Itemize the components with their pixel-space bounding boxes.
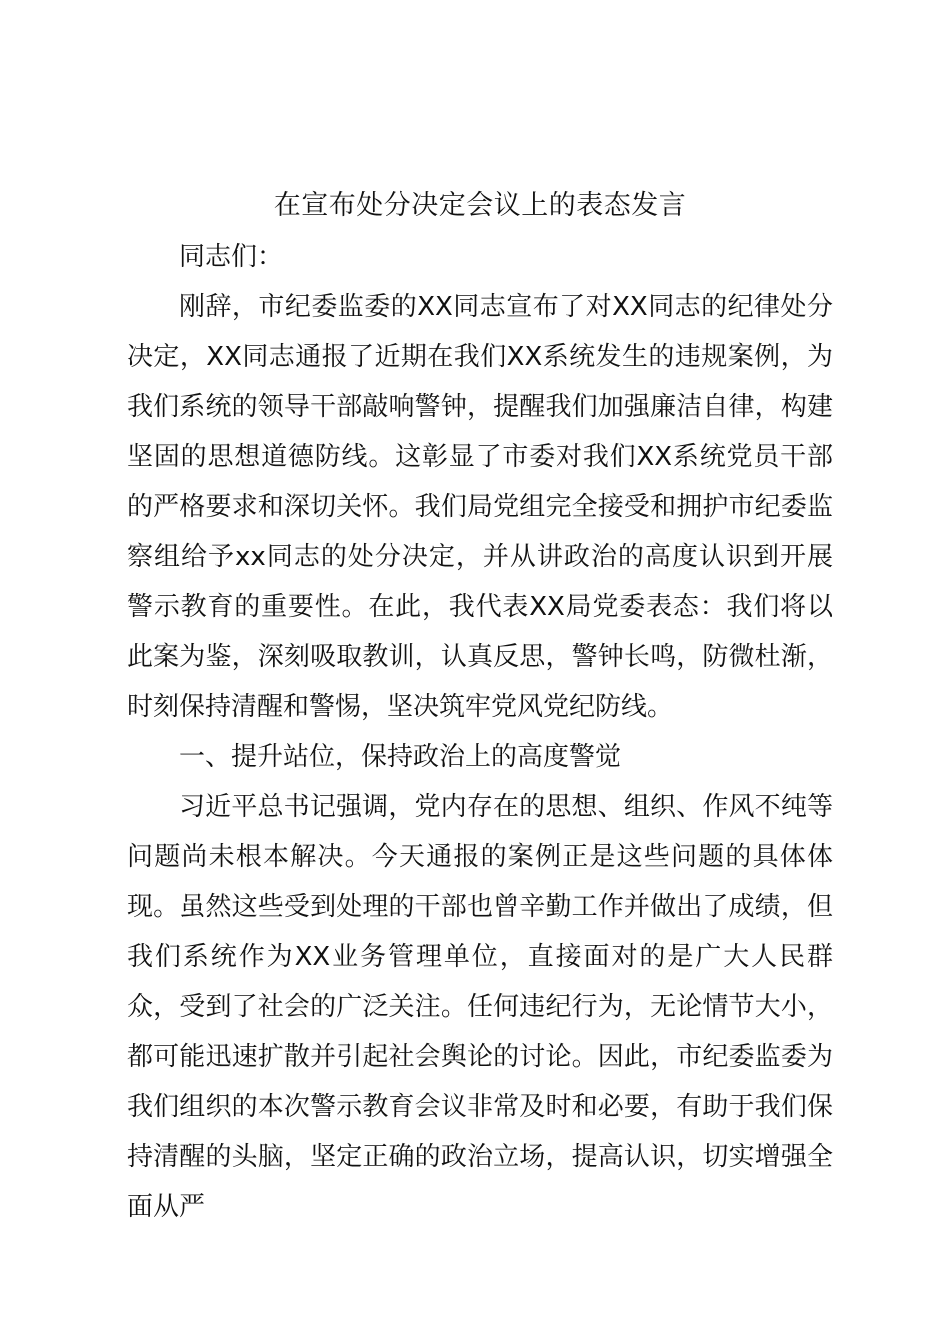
section-paragraph-1: 习近平总书记强调，党内存在的思想、组织、作风不纯等问题尚未根本解决。今天通报的案例正是这些问题的具体体现。虽然这些受到处理的干部也曾辛勤工作并做出了成绩，但我们系统作为XX业务管理单位，直接面对的是广大人民群众，受到了社会的广泛关注。任何违纪行为，无论情节大小，都可能迅速扩散并引起社会舆论的讨论。因此，市纪委监委为我们组织的本次警示教育会议非常及时和必要，有助于我们保持清醒的头脑，坚定正确的政治立场，提高认识，切实增强全面从严 xyxy=(127,792,833,1222)
document-title: 在宣布处分决定会议上的表态发言 xyxy=(273,190,687,221)
salutation: 同志们： xyxy=(179,242,284,272)
section-heading-1: 一、提升站位，保持政治上的高度警觉 xyxy=(179,742,622,772)
intro-paragraph: 刚辞，市纪委监委的XX同志宣布了对XX同志的纪律处分决定，XX同志通报了近期在我们XX系统发生的违规案例，为我们系统的领导干部敲响警钟，提醒我们加强廉洁自律，构建坚固的思想道德防线。这彰显了市委对我们XX系统党员干部的严格要求和深切关怀。我们局党组完全接受和拥护市纪委监察组给予xx同志的处分决定，并从讲政治的高度认识到开展警示教育的重要性。在此，我代表XX局党委表态：我们将以此案为鉴，深刻吸取教训，认真反思，警钟长鸣，防微杜渐，时刻保持清醒和警惕，坚决筑牢党风党纪防线。 xyxy=(127,292,833,722)
document-body xyxy=(127,180,833,1232)
